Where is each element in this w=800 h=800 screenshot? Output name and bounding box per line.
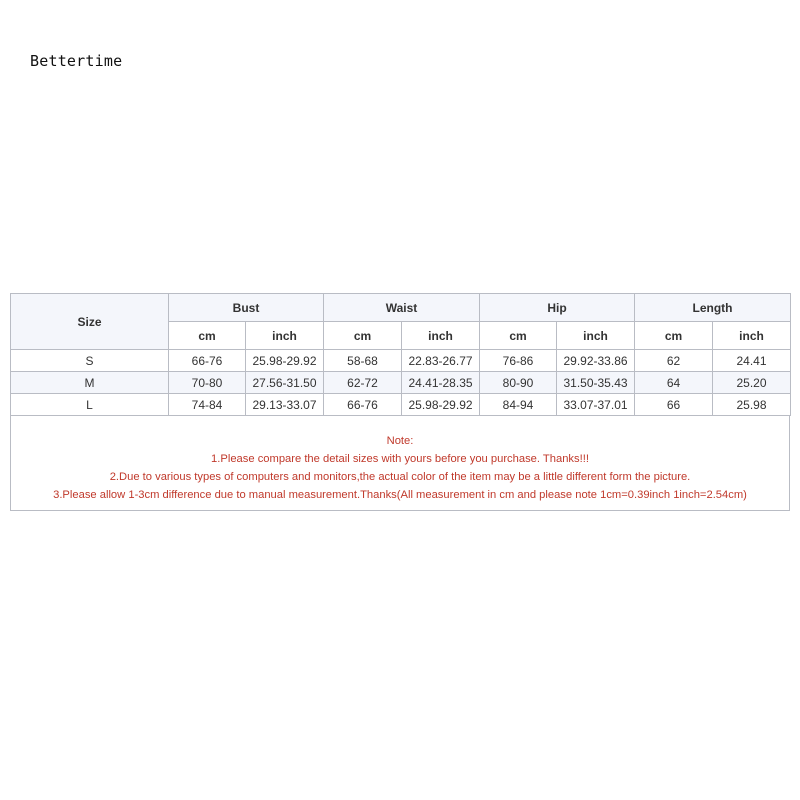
- note-line: 3.Please allow 1-3cm difference due to manual measurement.Thanks(All measurement in cm and please note 1cm=0.39inch 1inch=2.54cm): [53, 489, 747, 501]
- waist-cm-cell: 58-68: [324, 350, 402, 372]
- waist-inch-cell: 22.83-26.77: [402, 350, 480, 372]
- bust-inch-cell: 25.98-29.92: [246, 350, 324, 372]
- hip-header: Hip: [480, 294, 635, 322]
- hip-cm-cell: 76-86: [480, 350, 557, 372]
- unit-inch-header: inch: [557, 322, 635, 350]
- size-cell: L: [11, 394, 169, 416]
- hip-inch-cell: 33.07-37.01: [557, 394, 635, 416]
- note-line: 2.Due to various types of computers and monitors,the actual color of the item may be a little different form the picture.: [109, 471, 691, 483]
- length-header: Length: [635, 294, 791, 322]
- bust-inch-cell: 27.56-31.50: [246, 372, 324, 394]
- unit-inch-header: inch: [402, 322, 480, 350]
- brand-name: Bettertime: [30, 52, 123, 70]
- length-inch-cell: 25.20: [713, 372, 791, 394]
- unit-inch-header: inch: [713, 322, 791, 350]
- hip-cm-cell: 80-90: [480, 372, 557, 394]
- size-column-header: Size: [11, 294, 169, 350]
- size-cell: S: [11, 350, 169, 372]
- table-row: [11, 372, 791, 394]
- bust-cm-cell: 66-76: [169, 350, 246, 372]
- length-cm-cell: 64: [635, 372, 713, 394]
- notes-title: Note:: [386, 435, 414, 447]
- table-row: [11, 350, 791, 372]
- hip-inch-cell: 31.50-35.43: [557, 372, 635, 394]
- bust-inch-cell: 29.13-33.07: [246, 394, 324, 416]
- unit-inch-header: inch: [246, 322, 324, 350]
- size-table: [10, 293, 791, 416]
- hip-inch-cell: 29.92-33.86: [557, 350, 635, 372]
- unit-cm-header: cm: [169, 322, 246, 350]
- waist-inch-cell: 25.98-29.92: [402, 394, 480, 416]
- group-header-row: [11, 294, 791, 322]
- waist-header: Waist: [324, 294, 480, 322]
- length-cm-cell: 66: [635, 394, 713, 416]
- table-row: [11, 394, 791, 416]
- waist-cm-cell: 62-72: [324, 372, 402, 394]
- size-chart: [10, 293, 790, 511]
- length-cm-cell: 62: [635, 350, 713, 372]
- hip-cm-cell: 84-94: [480, 394, 557, 416]
- notes-box: [10, 416, 790, 511]
- note-line: 1.Please compare the detail sizes with yours before you purchase. Thanks!!!: [211, 453, 589, 465]
- bust-header: Bust: [169, 294, 324, 322]
- bust-cm-cell: 74-84: [169, 394, 246, 416]
- bust-cm-cell: 70-80: [169, 372, 246, 394]
- length-inch-cell: 24.41: [713, 350, 791, 372]
- waist-cm-cell: 66-76: [324, 394, 402, 416]
- length-inch-cell: 25.98: [713, 394, 791, 416]
- size-cell: M: [11, 372, 169, 394]
- unit-cm-header: cm: [635, 322, 713, 350]
- unit-cm-header: cm: [480, 322, 557, 350]
- unit-cm-header: cm: [324, 322, 402, 350]
- waist-inch-cell: 24.41-28.35: [402, 372, 480, 394]
